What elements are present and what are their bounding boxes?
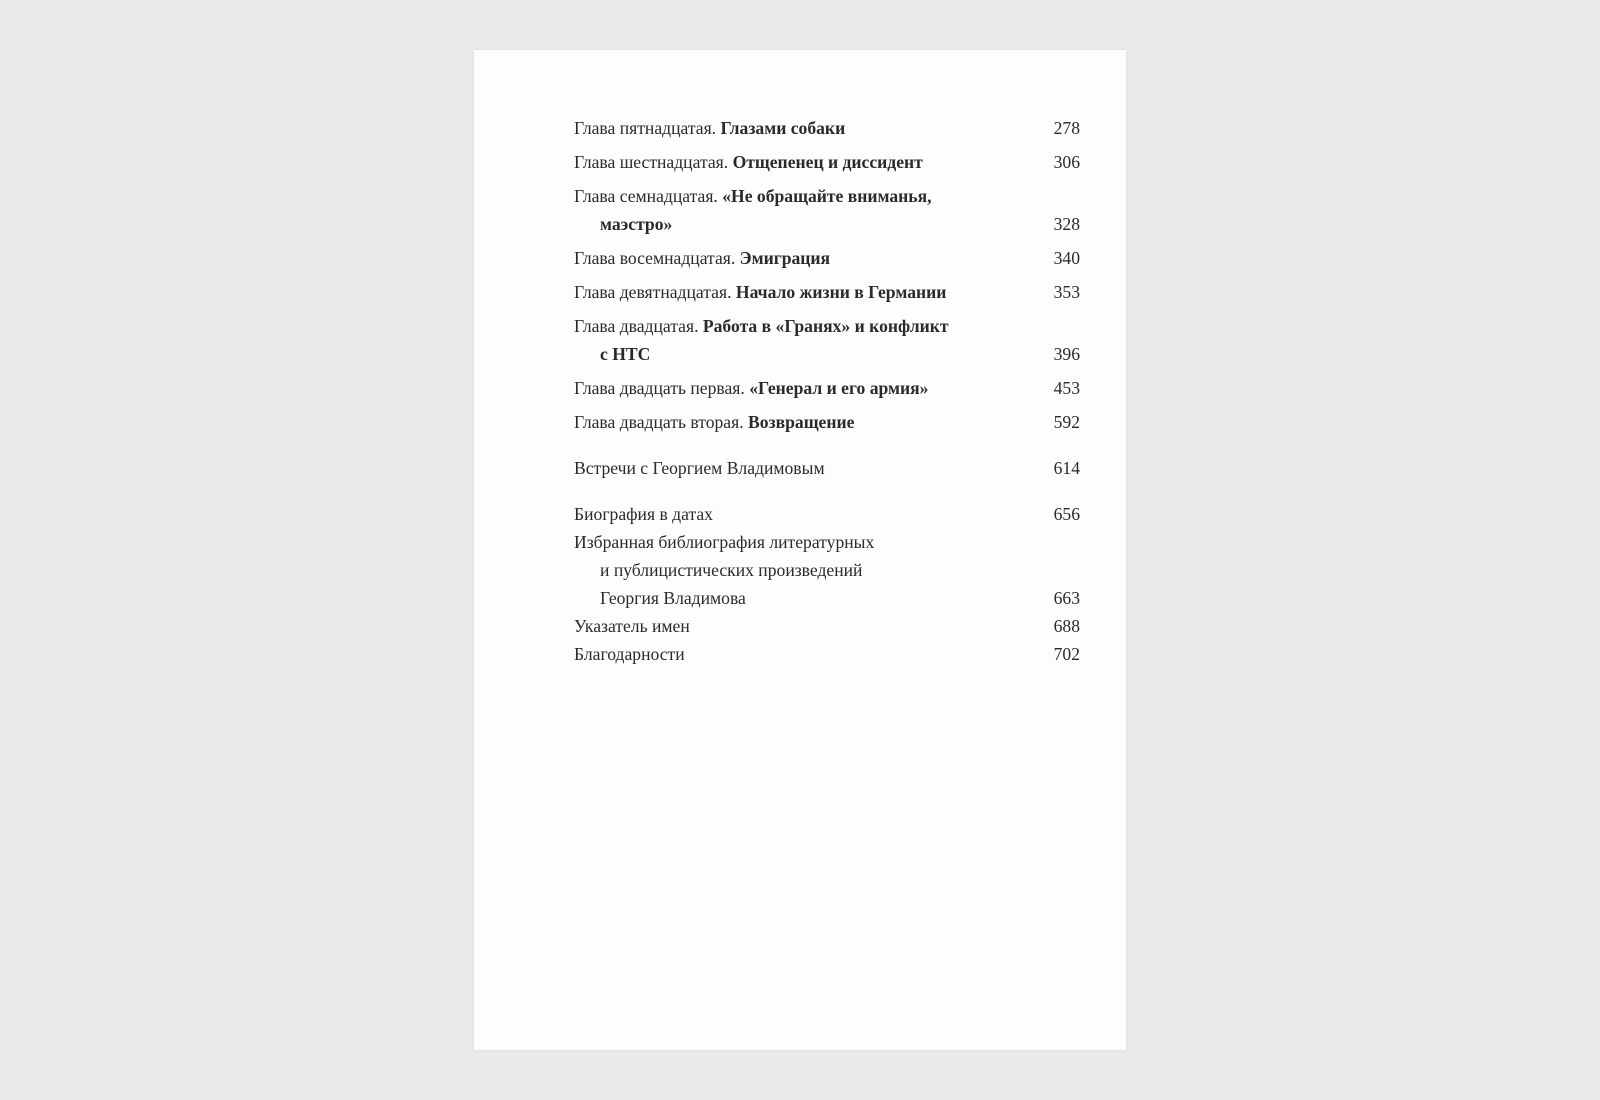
chapter-title: «Не обращайте вниманья,	[722, 186, 932, 206]
appendix-title: Биография в датах	[574, 504, 713, 524]
chapter-prefix: Глава двадцать вторая.	[574, 412, 749, 432]
toc-entry-bibliography	[574, 528, 1080, 612]
toc-entry-chapter-20	[574, 312, 1080, 368]
chapter-prefix: Глава шестнадцатая.	[574, 152, 733, 172]
appendix-title-continuation: и публицистических произведений	[600, 560, 863, 580]
chapter-title-continuation: маэстро»	[600, 214, 673, 234]
table-of-contents	[574, 114, 1080, 668]
chapter-title: «Генерал и его армия»	[749, 378, 929, 398]
chapter-title: Глазами собаки	[720, 118, 846, 138]
toc-entry-biography	[574, 500, 1080, 528]
appendix-title: Указатель имен	[574, 616, 690, 636]
page-number: 306	[1053, 152, 1080, 172]
toc-entry-chapter-15	[574, 114, 1080, 142]
chapter-prefix: Глава восемнадцатая.	[574, 248, 740, 268]
toc-entry-chapter-17	[574, 182, 1080, 238]
chapter-title: Эмиграция	[739, 248, 831, 268]
page-number: 396	[1053, 344, 1080, 364]
page-number: 592	[1053, 412, 1080, 432]
page-number: 702	[1053, 644, 1080, 664]
chapter-title-continuation: с НТС	[600, 344, 651, 364]
page-number: 453	[1053, 378, 1080, 398]
chapter-title: Работа в «Гранях» и конфликт	[702, 316, 949, 336]
page-number: 688	[1053, 616, 1080, 636]
toc-entry-chapter-21	[574, 374, 1080, 402]
appendix-title: Благодарности	[574, 644, 685, 664]
page-number: 340	[1053, 248, 1080, 268]
toc-entry-index	[574, 612, 1080, 640]
appendix-title-continuation: Георгия Владимова	[600, 588, 746, 608]
appendix-title: Избранная библиография литературных	[574, 532, 875, 552]
page-number: 328	[1053, 214, 1080, 234]
chapter-prefix: Глава двадцатая.	[574, 316, 703, 336]
chapter-title: Начало жизни в Германии	[735, 282, 947, 302]
toc-entry-chapter-16	[574, 148, 1080, 176]
toc-entry-acknowledgements	[574, 640, 1080, 668]
chapter-title: Отщепенец и диссидент	[732, 152, 923, 172]
appendix-title: Встречи с Георгием Владимовым	[574, 458, 825, 478]
chapter-prefix: Глава девятнадцатая.	[574, 282, 736, 302]
chapter-prefix: Глава двадцать первая.	[574, 378, 750, 398]
toc-entry-meetings	[574, 454, 1080, 482]
toc-entry-chapter-18	[574, 244, 1080, 272]
chapter-prefix: Глава семнадцатая.	[574, 186, 723, 206]
page-number: 663	[1053, 588, 1080, 608]
toc-entry-chapter-22	[574, 408, 1080, 436]
page-number: 614	[1053, 458, 1080, 478]
page-number: 278	[1053, 118, 1080, 138]
toc-entry-chapter-19	[574, 278, 1080, 306]
page-number: 353	[1053, 282, 1080, 302]
chapter-prefix: Глава пятнадцатая.	[574, 118, 721, 138]
chapter-title: Возвращение	[748, 412, 855, 432]
page-number: 656	[1053, 504, 1080, 524]
book-page	[474, 50, 1126, 1050]
